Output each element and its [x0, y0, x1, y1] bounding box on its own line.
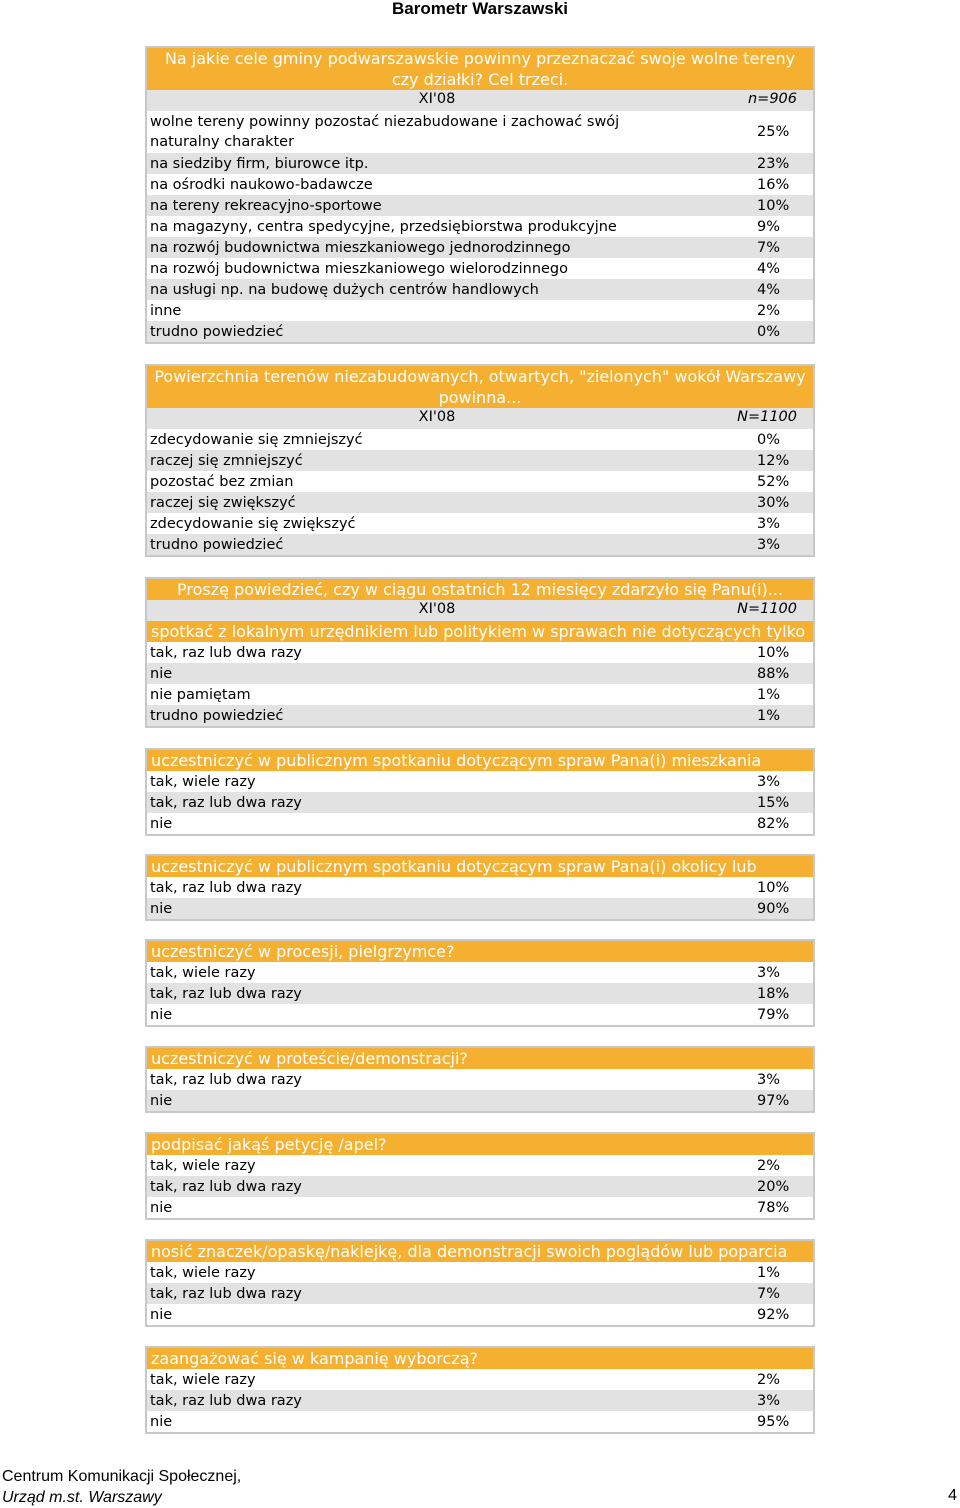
answer-label: nie [150, 1306, 173, 1323]
survey-table [145, 748, 815, 836]
answer-label: tak, raz lub dwa razy [150, 985, 302, 1002]
answer-percent: 9% [757, 218, 781, 235]
sample-size: n=906 [747, 91, 797, 107]
answer-row [147, 237, 813, 258]
answer-row [147, 321, 813, 342]
answer-percent: 88% [757, 665, 790, 682]
answer-percent: 97% [757, 1092, 790, 1109]
answer-percent: 3% [757, 964, 781, 981]
answer-label: raczej się zmniejszyć [150, 452, 303, 469]
sub-question-title: uczestniczyć w publicznym spotkaniu dotyczącym spraw Pana(i) mieszkania [147, 750, 813, 771]
answer-label: tak, raz lub dwa razy [150, 1285, 302, 1302]
survey-table [145, 364, 815, 557]
answer-row [147, 174, 813, 195]
answer-row [147, 962, 813, 983]
wave-header [147, 408, 813, 429]
answer-label: trudno powiedzieć [150, 707, 284, 724]
sub-question-title: spotkać z lokalnym urzędnikiem lub politykiem w sprawach nie dotyczących tylko [147, 621, 813, 642]
answer-label: tak, wiele razy [150, 1371, 256, 1388]
answer-row [147, 1004, 813, 1025]
answer-percent: 2% [757, 1371, 781, 1388]
answer-percent: 3% [757, 515, 781, 532]
answer-row [147, 771, 813, 792]
answer-percent: 78% [757, 1199, 790, 1216]
answer-percent: 16% [757, 176, 790, 193]
answer-label: nie [150, 815, 173, 832]
answer-percent: 25% [757, 124, 790, 140]
answer-row [147, 111, 813, 153]
answer-row [147, 258, 813, 279]
answer-label: na siedziby firm, biurowce itp. [150, 155, 369, 172]
answer-label: tak, wiele razy [150, 1157, 256, 1174]
answer-row [147, 684, 813, 705]
answer-row [147, 1304, 813, 1325]
answer-row [147, 1155, 813, 1176]
answer-percent: 4% [757, 260, 781, 277]
answer-row [147, 642, 813, 663]
answer-percent: 90% [757, 900, 790, 917]
answer-label: tak, raz lub dwa razy [150, 879, 302, 896]
sub-question-title: uczestniczyć w procesji, pielgrzymce? [147, 941, 813, 962]
answer-percent: 7% [757, 1285, 781, 1302]
page-title: Barometr Warszawski [391, 0, 569, 18]
answer-label: na tereny rekreacyjno-sportowe [150, 197, 382, 214]
wave-label: XI'08 [418, 91, 456, 107]
answer-row [147, 471, 813, 492]
answer-percent: 82% [757, 815, 790, 832]
answer-percent: 23% [757, 155, 790, 172]
sub-question-title: zaangażować się w kampanię wyborczą? [147, 1348, 813, 1369]
answer-row [147, 300, 813, 321]
answer-percent: 0% [757, 431, 781, 448]
sub-question-title: podpisać jakąś petycję /apel? [147, 1134, 813, 1155]
answer-row [147, 216, 813, 237]
answer-row [147, 1176, 813, 1197]
answer-row [147, 877, 813, 898]
answer-percent: 3% [757, 1071, 781, 1088]
answer-row [147, 534, 813, 555]
answer-percent: 92% [757, 1306, 790, 1323]
answer-label: zdecydowanie się zmniejszyć [150, 431, 363, 448]
answer-label: nie [150, 1413, 173, 1430]
answer-row [147, 195, 813, 216]
answer-label: nie [150, 1092, 173, 1109]
survey-table [145, 1046, 815, 1113]
survey-table [145, 1346, 815, 1434]
answer-percent: 30% [757, 494, 790, 511]
answer-percent: 95% [757, 1413, 790, 1430]
answer-percent: 10% [757, 644, 790, 661]
answer-label: inne [150, 302, 182, 319]
answer-row [147, 492, 813, 513]
answer-row [147, 663, 813, 684]
question-title: Powierzchnia terenów niezabudowanych, otwartych, "zielonych" wokół Warszawy powinna... [147, 366, 813, 408]
answer-percent: 15% [757, 794, 790, 811]
survey-table [145, 46, 815, 344]
answer-label: nie [150, 900, 173, 917]
footer [2, 1466, 241, 1508]
answer-label: na ośrodki naukowo-badawcze [150, 176, 373, 193]
sample-size: N=1100 [737, 601, 797, 617]
survey-table [145, 1132, 815, 1220]
answer-label: zdecydowanie się zwiększyć [150, 515, 356, 532]
wave-label: XI'08 [418, 601, 456, 617]
answer-row [147, 153, 813, 174]
sub-question-title: uczestniczyć w publicznym spotkaniu dotyczącym spraw Pana(i) okolicy lub [147, 856, 813, 877]
answer-row [147, 1262, 813, 1283]
answer-label: nie [150, 1006, 173, 1023]
answer-label: raczej się zwiększyć [150, 494, 296, 511]
answer-percent: 3% [757, 773, 781, 790]
survey-table [145, 854, 815, 921]
answer-label: wolne tereny powinny pozostać niezabudowane i zachować swój naturalny charakter [150, 114, 620, 150]
answer-percent: 2% [757, 1157, 781, 1174]
wave-label: XI'08 [418, 409, 456, 425]
answer-percent: 1% [757, 1264, 781, 1281]
answer-label: tak, wiele razy [150, 964, 256, 981]
answer-row [147, 450, 813, 471]
answer-row [147, 813, 813, 834]
answer-label: tak, wiele razy [150, 1264, 256, 1281]
answer-percent: 1% [757, 707, 781, 724]
sub-question-title: nosić znaczek/opaskę/naklejkę, dla demonstracji swoich poglądów lub poparcia [147, 1241, 813, 1262]
answer-label: tak, raz lub dwa razy [150, 644, 302, 661]
answer-label: trudno powiedzieć [150, 323, 284, 340]
answer-row [147, 1411, 813, 1432]
answer-label: nie pamiętam [150, 686, 251, 703]
survey-table [145, 1239, 815, 1327]
answer-percent: 1% [757, 686, 781, 703]
answer-label: nie [150, 1199, 173, 1216]
answer-percent: 0% [757, 323, 781, 340]
sub-question-title: uczestniczyć w proteście/demonstracji? [147, 1048, 813, 1069]
sample-size: N=1100 [737, 409, 797, 425]
question-title: Na jakie cele gminy podwarszawskie powinny przeznaczać swoje wolne tereny czy działki? Cel trzeci. [147, 48, 813, 90]
footer-org: Centrum Komunikacji Społecznej, [2, 1468, 242, 1485]
answer-percent: 79% [757, 1006, 790, 1023]
answer-label: tak, raz lub dwa razy [150, 794, 302, 811]
answer-label: tak, raz lub dwa razy [150, 1178, 302, 1195]
answer-label: tak, raz lub dwa razy [150, 1071, 302, 1088]
answer-percent: 10% [757, 197, 790, 214]
answer-row [147, 898, 813, 919]
answer-percent: 2% [757, 302, 781, 319]
answer-label: trudno powiedzieć [150, 536, 284, 553]
answer-percent: 52% [757, 473, 790, 490]
page-number: 4 [948, 1487, 957, 1504]
answer-percent: 10% [757, 879, 790, 896]
answer-label: na magazyny, centra spedycyjne, przedsiębiorstwa produkcyjne [150, 218, 617, 235]
answer-percent: 3% [757, 536, 781, 553]
answer-row [147, 1069, 813, 1090]
survey-table [145, 577, 815, 728]
wave-header [147, 600, 813, 621]
question-title: Proszę powiedzieć, czy w ciągu ostatnich 12 miesięcy zdarzyło się Panu(i)... [147, 579, 813, 600]
answer-label: nie [150, 665, 173, 682]
answer-percent: 12% [757, 452, 790, 469]
answer-label: na rozwój budownictwa mieszkaniowego wielorodzinnego [150, 260, 569, 277]
answer-row [147, 792, 813, 813]
answer-row [147, 279, 813, 300]
answer-row [147, 429, 813, 450]
answer-row [147, 1369, 813, 1390]
survey-table [145, 939, 815, 1027]
answer-label: na usługi np. na budowę dużych centrów handlowych [150, 281, 539, 298]
answer-percent: 3% [757, 1392, 781, 1409]
answer-label: tak, wiele razy [150, 773, 256, 790]
footer-office: Urząd m.st. Warszawy [2, 1489, 162, 1506]
answer-row [147, 1390, 813, 1411]
answer-row [147, 705, 813, 726]
answer-row [147, 1283, 813, 1304]
answer-label: pozostać bez zmian [150, 473, 294, 490]
answer-row [147, 513, 813, 534]
answer-percent: 4% [757, 281, 781, 298]
answer-row [147, 1197, 813, 1218]
answer-percent: 7% [757, 239, 781, 256]
answer-row [147, 983, 813, 1004]
answer-label: tak, raz lub dwa razy [150, 1392, 302, 1409]
answer-label: na rozwój budownictwa mieszkaniowego jednorodzinnego [150, 239, 571, 256]
answer-percent: 20% [757, 1178, 790, 1195]
wave-header [147, 90, 813, 111]
answer-percent: 18% [757, 985, 790, 1002]
answer-row [147, 1090, 813, 1111]
